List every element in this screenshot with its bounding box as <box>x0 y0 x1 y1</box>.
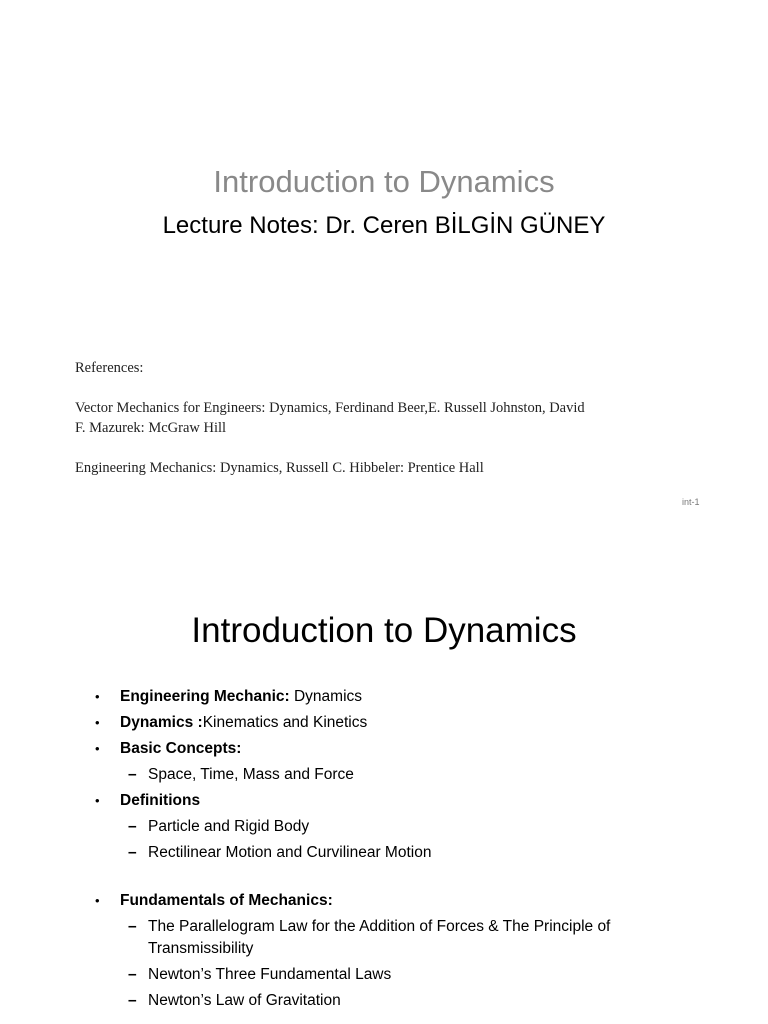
sub-bullet-item <box>0 964 768 986</box>
bullet-bold-text: Engineering Mechanic: <box>120 688 290 705</box>
dash-marker: – <box>128 844 137 861</box>
bullet-list <box>0 686 768 1016</box>
bullet-bold-text: Fundamentals of Mechanics: <box>120 892 333 909</box>
page-label: int-1 <box>682 497 700 507</box>
bullet-marker: • <box>95 893 100 908</box>
sub-bullet-item <box>0 842 768 864</box>
bullet-marker: • <box>95 715 100 730</box>
dash-marker: – <box>128 818 137 835</box>
bullet-text: Kinematics and Kinetics <box>202 714 368 731</box>
sub-bullet-text: Newton’s Three Fundamental Laws <box>148 966 392 983</box>
bullet-marker: • <box>95 793 100 808</box>
reference-item-2: Engineering Mechanics: Dynamics, Russell C. Hibbeler: Prentice Hall <box>75 460 484 476</box>
slide-1-title: Introduction to Dynamics <box>213 164 555 199</box>
reference-item-1-line-1: Vector Mechanics for Engineers: Dynamics, Ferdinand Beer,E. Russell Johnston, David <box>75 400 585 416</box>
slide-2 <box>0 540 768 1024</box>
slide-1-subtitle: Lecture Notes: Dr. Ceren BİLGİN GÜNEY <box>162 212 606 239</box>
sub-bullet-item <box>0 816 768 838</box>
bullet-item <box>0 890 768 912</box>
bullet-bold-text: Dynamics : <box>120 714 203 731</box>
slide-2-title: Introduction to Dynamics <box>191 611 577 650</box>
bullet-marker: • <box>95 741 100 756</box>
bullet-marker: • <box>95 689 100 704</box>
bullet-item <box>0 790 768 812</box>
sub-bullet-text: Newton’s Law of Gravitation <box>148 992 341 1009</box>
dash-marker: – <box>128 966 137 983</box>
sub-bullet-item <box>0 990 768 1012</box>
sub-bullet-item <box>0 764 768 786</box>
references-block <box>75 358 675 478</box>
bullet-item <box>0 686 768 708</box>
bullet-bold-text: Basic Concepts: <box>120 740 242 757</box>
reference-item-1-line-2: F. Mazurek: McGraw Hill <box>75 420 227 436</box>
sub-bullet-text: Rectilinear Motion and Curvilinear Motion <box>148 844 432 861</box>
bullet-item <box>0 738 768 760</box>
references-heading: References: <box>75 360 144 376</box>
sub-bullet-text: The Parallelogram Law for the Addition of Forces & The Principle of Transmissibility <box>148 918 611 957</box>
reference-item-1 <box>75 398 675 438</box>
sub-bullet-item <box>0 916 768 960</box>
dash-marker: – <box>128 992 137 1009</box>
dash-marker: – <box>128 918 137 935</box>
bullet-text: Dynamics <box>289 688 363 705</box>
bullet-item <box>0 712 768 734</box>
dash-marker: – <box>128 766 137 783</box>
sub-bullet-text: Particle and Rigid Body <box>148 818 310 835</box>
sub-bullet-text: Space, Time, Mass and Force <box>148 766 354 783</box>
bullet-bold-text: Definitions <box>120 792 201 809</box>
